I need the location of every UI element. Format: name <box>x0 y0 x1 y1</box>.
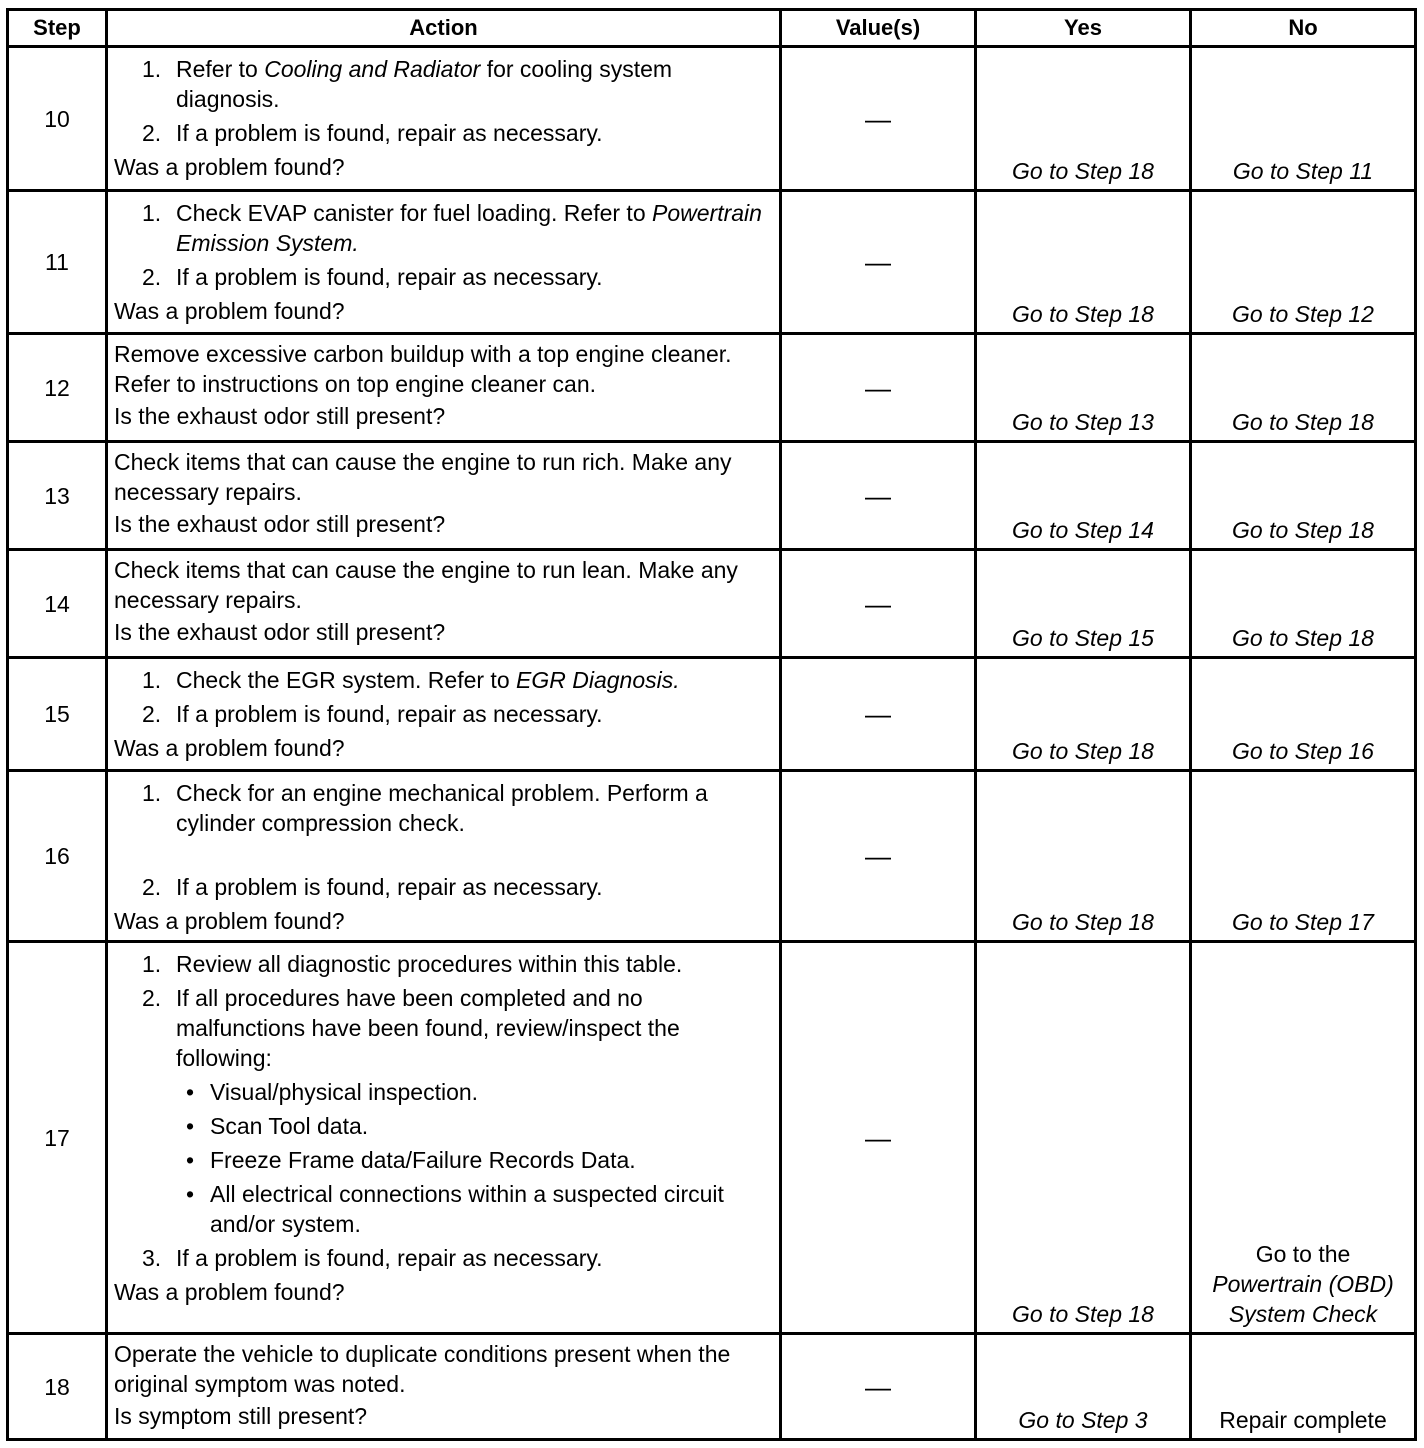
item-text-part: Check EVAP canister for fuel loading. Refer to <box>176 200 653 226</box>
action-cell <box>107 47 781 191</box>
no-cell-line: Go to the <box>1255 1241 1351 1267</box>
table-row-step-15 <box>8 658 1416 771</box>
value-cell: — <box>781 191 976 334</box>
action-item <box>114 949 773 979</box>
action-item <box>114 778 773 838</box>
item-text <box>176 54 773 114</box>
item-number: 2. <box>142 120 162 146</box>
item-text: Review all diagnostic procedures within this table. <box>176 951 683 977</box>
item-text: If a problem is found, repair as necessary. <box>176 1245 603 1271</box>
action-item <box>114 262 773 292</box>
no-cell[interactable]: Go to Step 18 <box>1191 334 1416 442</box>
yes-cell[interactable]: Go to Step 18 <box>976 47 1191 191</box>
item-number: 1. <box>142 951 162 977</box>
item-number: 1. <box>142 200 162 226</box>
action-text: Remove excessive carbon buildup with a top engine cleaner. Refer to instructions on top engine cleaner can. <box>114 341 732 397</box>
question-text: Is the exhaust odor still present? <box>114 511 446 537</box>
yes-cell[interactable]: Go to Step 3 <box>976 1334 1191 1440</box>
bullet-icon: • <box>186 1079 195 1105</box>
value-cell: — <box>781 658 976 771</box>
item-number: 1. <box>142 667 162 693</box>
action-item <box>114 198 773 258</box>
action-item <box>114 699 773 729</box>
no-cell[interactable]: Go to Step 16 <box>1191 658 1416 771</box>
step-number: 14 <box>8 550 107 658</box>
value-cell: — <box>781 771 976 942</box>
action-cell <box>107 442 781 550</box>
reference-link[interactable]: Cooling and Radiator <box>264 56 481 82</box>
item-number: 3. <box>142 1245 162 1271</box>
bullet-item <box>114 1111 773 1141</box>
step-number: 10 <box>8 47 107 191</box>
action-cell <box>107 771 781 942</box>
question-text: Was a problem found? <box>114 1279 345 1305</box>
diagnostic-table-page <box>6 8 1414 1441</box>
question-text: Was a problem found? <box>114 154 345 180</box>
yes-cell[interactable]: Go to Step 14 <box>976 442 1191 550</box>
bullet-item <box>114 1077 773 1107</box>
action-text: Check items that can cause the engine to run lean. Make any necessary repairs. <box>114 557 738 613</box>
header-action: Action <box>107 10 781 47</box>
item-text <box>176 198 773 258</box>
action-item <box>114 872 773 902</box>
action-text: Check items that can cause the engine to run rich. Make any necessary repairs. <box>114 449 732 505</box>
action-cell <box>107 1334 781 1440</box>
item-number: 1. <box>142 780 162 806</box>
step-number: 17 <box>8 942 107 1334</box>
yes-cell[interactable]: Go to Step 18 <box>976 771 1191 942</box>
step-number: 15 <box>8 658 107 771</box>
question-text: Was a problem found? <box>114 298 345 324</box>
action-cell <box>107 191 781 334</box>
item-text: If a problem is found, repair as necessary. <box>176 120 603 146</box>
item-number: 1. <box>142 56 162 82</box>
yes-cell[interactable]: Go to Step 18 <box>976 658 1191 771</box>
step-number: 18 <box>8 1334 107 1440</box>
action-item <box>114 118 773 148</box>
table-row-step-17 <box>8 942 1416 1334</box>
header-yes: Yes <box>976 10 1191 47</box>
item-text: If a problem is found, repair as necessary. <box>176 874 603 900</box>
no-cell[interactable]: Go to Step 18 <box>1191 550 1416 658</box>
table-row-step-16 <box>8 771 1416 942</box>
reference-link[interactable]: Powertrain Emission System. <box>176 200 762 256</box>
action-item <box>114 1243 773 1273</box>
value-cell: — <box>781 942 976 1334</box>
no-cell[interactable]: Go to Step 18 <box>1191 442 1416 550</box>
value-cell: — <box>781 550 976 658</box>
value-cell: — <box>781 1334 976 1440</box>
yes-cell[interactable]: Go to Step 18 <box>976 191 1191 334</box>
reference-link[interactable]: EGR Diagnosis. <box>516 667 680 693</box>
table-row-step-10 <box>8 47 1416 191</box>
table-row-step-18 <box>8 1334 1416 1440</box>
item-text-part: Check the EGR system. Refer to <box>176 667 517 693</box>
item-number: 2. <box>142 874 162 900</box>
item-text-part: Refer to <box>176 56 265 82</box>
header-step: Step <box>8 10 107 47</box>
table-row-step-13 <box>8 442 1416 550</box>
step-number: 16 <box>8 771 107 942</box>
item-text <box>176 665 773 695</box>
item-text: If all procedures have been completed and no malfunctions have been found, review/inspect the following: <box>176 985 680 1071</box>
item-text: Check for an engine mechanical problem. Perform a cylinder compression check. <box>176 780 708 836</box>
action-cell <box>107 550 781 658</box>
action-item <box>114 665 773 695</box>
no-cell[interactable]: Go to Step 12 <box>1191 191 1416 334</box>
bullet-text: Freeze Frame data/Failure Records Data. <box>210 1147 636 1173</box>
bullet-text: Visual/physical inspection. <box>210 1079 479 1105</box>
question-text: Was a problem found? <box>114 735 345 761</box>
header-values: Value(s) <box>781 10 976 47</box>
bullet-icon: • <box>186 1181 195 1207</box>
item-number: 2. <box>142 701 162 727</box>
action-item <box>114 54 773 114</box>
question-text: Was a problem found? <box>114 908 345 934</box>
item-number: 2. <box>142 264 162 290</box>
table-row-step-11 <box>8 191 1416 334</box>
header-no: No <box>1191 10 1416 47</box>
action-item <box>114 983 773 1073</box>
no-cell[interactable] <box>1191 942 1416 1334</box>
no-cell[interactable]: Go to Step 17 <box>1191 771 1416 942</box>
no-cell[interactable]: Go to Step 11 <box>1191 47 1416 191</box>
yes-cell[interactable]: Go to Step 18 <box>976 942 1191 1334</box>
item-text: If a problem is found, repair as necessary. <box>176 701 603 727</box>
yes-cell[interactable]: Go to Step 13 <box>976 334 1191 442</box>
table-row-step-14 <box>8 550 1416 658</box>
yes-cell[interactable]: Go to Step 15 <box>976 550 1191 658</box>
question-text: Is symptom still present? <box>114 1403 368 1429</box>
action-text: Operate the vehicle to duplicate conditions present when the original symptom was noted. <box>114 1341 731 1397</box>
item-text: If a problem is found, repair as necessary. <box>176 264 603 290</box>
item-text-part: for cooling system diagnosis. <box>176 56 673 112</box>
action-cell <box>107 658 781 771</box>
item-number: 2. <box>142 985 162 1011</box>
question-text: Is the exhaust odor still present? <box>114 403 446 429</box>
bullet-text: Scan Tool data. <box>210 1113 369 1139</box>
no-cell-line[interactable]: Powertrain (OBD) <box>1212 1271 1394 1297</box>
action-cell <box>107 942 781 1334</box>
no-cell-line[interactable]: System Check <box>1228 1301 1378 1327</box>
bullet-text: All electrical connections within a suspected circuit and/or system. <box>210 1181 724 1237</box>
step-number: 13 <box>8 442 107 550</box>
bullet-icon: • <box>186 1113 195 1139</box>
action-cell <box>107 334 781 442</box>
question-text: Is the exhaust odor still present? <box>114 619 446 645</box>
value-cell: — <box>781 442 976 550</box>
spacer <box>114 842 773 870</box>
bullet-icon: • <box>186 1147 195 1173</box>
bullet-item <box>114 1179 773 1239</box>
no-cell: Repair complete <box>1191 1334 1416 1440</box>
value-cell: — <box>781 47 976 191</box>
step-number: 12 <box>8 334 107 442</box>
table-row-step-12 <box>8 334 1416 442</box>
header-row <box>8 10 1416 47</box>
bullet-item <box>114 1145 773 1175</box>
value-cell: — <box>781 334 976 442</box>
diagnostic-table <box>6 8 1417 1441</box>
step-number: 11 <box>8 191 107 334</box>
